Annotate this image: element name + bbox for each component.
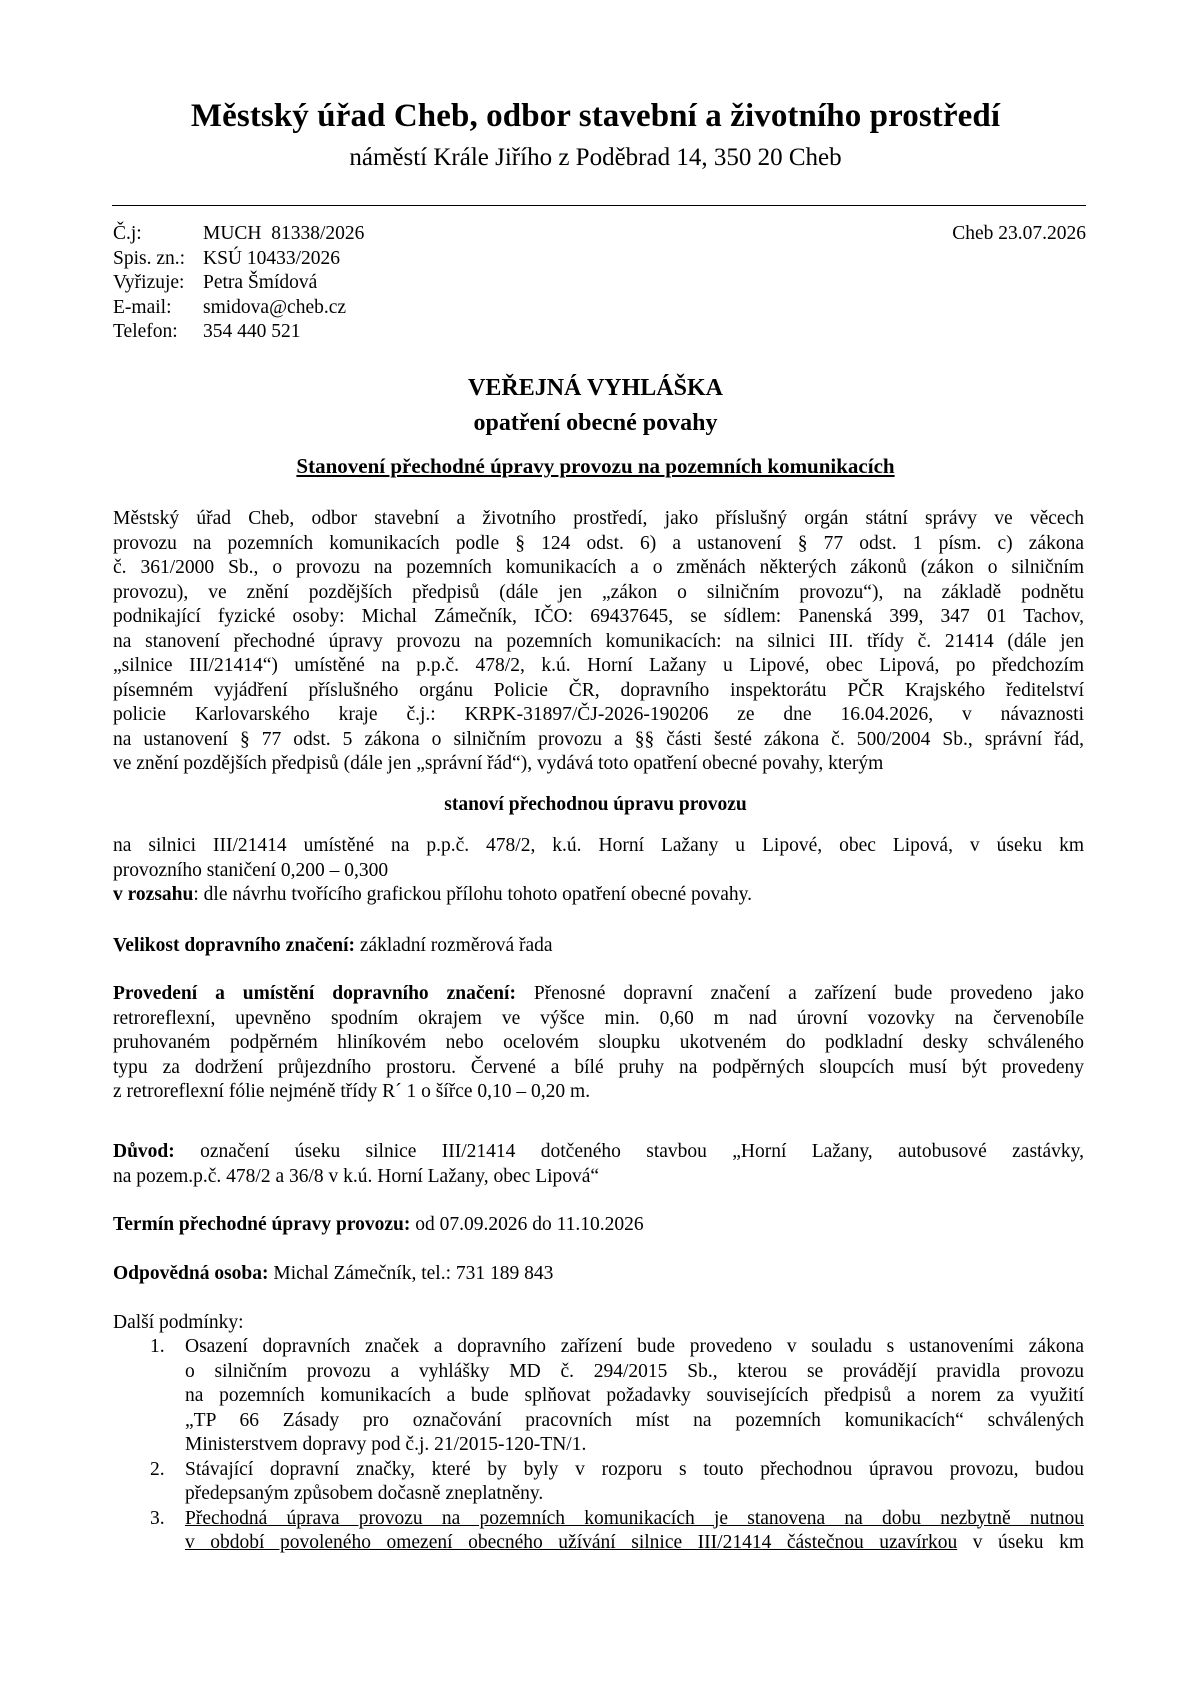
responsible-label: Odpovědná osoba: (113, 1263, 269, 1284)
handler-value: Petra Šmídová (203, 272, 318, 293)
text-line (113, 1262, 1084, 1287)
text-line: Ministerstvem dopravy pod č.j. 21/2015-120-TN/1. (185, 1434, 587, 1455)
execution-paragraph (113, 982, 1084, 1105)
text-line: Městský úřad Cheb, odbor stavební a životního prostředí, jako příslušný orgán státní správy ve věcech (113, 508, 1084, 529)
notice-title: VEŘEJNÁ VYHLÁŠKA (468, 375, 723, 401)
list-item-number: 3. (150, 1507, 165, 1529)
responsible-text: Michal Zámečník, tel.: 731 189 843 (268, 1263, 554, 1284)
reference-value: MUCH 81338/2026 (203, 223, 365, 244)
text-line: písemném vyjádření příslušného orgánu Policie ČR, dopravního inspektorátu PČR Krajského ředitelství (113, 679, 1084, 701)
file-number-key: Spis. zn.: (113, 247, 186, 269)
text-line: ve znění pozdějších předpisů (dále jen „správní řád“), vydává toto opatření obecné povahy, kterým (113, 753, 884, 774)
text-line: policie Karlovarského kraje č.j.: KRPK-31897/ČJ-2026-190206 ze dne 16.04.2026, v návaznosti (113, 704, 1084, 725)
text-line: předepsaným způsobem dočasně zneplatněny. (185, 1483, 544, 1504)
reason-text: označení úseku silnice III/21414 dotčeného stavbou „Horní Lažany, autobusové zastávky, (174, 1141, 1084, 1162)
notice-subtitle: opatření obecné povahy (473, 410, 718, 436)
trailing-text: v úseku km (957, 1532, 1084, 1553)
text-line: Osazení dopravních značek a dopravního zařízení bude provedeno v souladu s ustanoveními zákona (185, 1336, 1084, 1357)
text-line: Stávající dopravní značky, které by byly v rozporu s touto přechodnou úpravou provozu, budou (185, 1458, 1084, 1480)
reference-block (113, 222, 364, 345)
phone-key: Telefon: (113, 321, 178, 342)
scope-text: : dle návrhu tvořícího grafickou přílohu tohoto opatření obecné povahy. (193, 884, 753, 905)
responsible-paragraph (113, 1262, 1084, 1287)
list-item (113, 1458, 1084, 1507)
email-value[interactable]: smidova@cheb.cz (203, 296, 347, 318)
notice-subject: Stanovení přechodné úpravy provozu na pozemních komunikacích (296, 454, 895, 478)
decision-title: stanoví přechodnou úpravu provozu (444, 794, 747, 815)
header-divider (112, 205, 1086, 206)
text-line: na ustanovení § 77 odst. 5 zákona o silničním provozu a §§ části šesté zákona č. 500/2004 Sb., správní řád, (113, 728, 1084, 750)
term-text: od 07.09.2026 do 11.10.2026 (410, 1214, 644, 1235)
text-line: Další podmínky: (113, 1312, 244, 1333)
sign-size-label: Velikost dopravního značení: (113, 935, 355, 956)
office-title: Městský úřad Cheb, odbor stavební a životního prostředí (190, 98, 1001, 134)
text-line: pruhovaném podpěrném hliníkovém nebo ocelovém sloupku ukotveném do podkladní desky schváleného (113, 1032, 1084, 1053)
text-line: „TP 66 Zásady pro označování pracovních míst na pozemních komunikacích“ schválených (185, 1409, 1084, 1431)
text-line (113, 934, 1084, 959)
sign-size-paragraph (113, 934, 1084, 959)
file-number-value: KSÚ 10433/2026 (203, 247, 341, 269)
reference-row (113, 222, 364, 247)
term-paragraph (113, 1213, 1084, 1238)
intro-paragraph (113, 507, 1084, 777)
reason-paragraph (113, 1140, 1084, 1189)
text-line: „silnice III/21414“) umístěné na p.p.č. 478/2, k.ú. Horní Lažany u Lipové, obec Lipová, po předchozím (113, 655, 1084, 676)
execution-text: Přenosné dopravní značení a zařízení bude provedeno jako (515, 983, 1084, 1004)
text-line: o silničním provozu a vyhlášky MD č. 294/2015 Sb., kterou se provádějí pravidla provozu (185, 1360, 1084, 1382)
reason-label: Důvod: (113, 1141, 175, 1162)
handler-key: Vyřizuje: (113, 272, 185, 293)
document-date: Cheb 23.07.2026 (952, 223, 1086, 244)
file-number-row (113, 247, 364, 272)
phone-value: 354 440 521 (203, 321, 301, 342)
email-row (113, 296, 364, 321)
execution-label: Provedení a umístění dopravního značení: (113, 983, 516, 1004)
reference-key: Č.j: (113, 223, 142, 244)
term-label: Termín přechodné úpravy provozu: (113, 1214, 411, 1235)
text-line: Přechodná úprava provozu na pozemních komunikacích je stanovena na dobu nezbytně nutnou (185, 1507, 1084, 1529)
text-line (185, 1531, 1084, 1556)
underlined-text: v období povoleného omezení obecného užívání silnice III/21414 částečnou uzavírkou (185, 1532, 958, 1553)
handler-row (113, 271, 364, 296)
phone-row (113, 320, 364, 345)
text-line: č. 361/2000 Sb., o provozu na pozemních komunikacích a o změnách některých zákonů (zákon o silničním (113, 557, 1084, 578)
text-line: typu za dodržení průjezdního prostoru. Červené a bílé pruhy na podpěrných sloupcích musí být provedeny (113, 1056, 1084, 1078)
text-line: na pozemních komunikacích a bude splňovat požadavky souvisejících předpisů a norem za využití (185, 1385, 1084, 1406)
text-line: retroreflexní, upevněno spodním okrajem ve výšce min. 0,60 m nad úrovní vozovky na červenobíle (113, 1007, 1084, 1029)
text-line (113, 982, 1084, 1007)
text-line: na stanovení přechodné úpravy provozu na pozemních komunikacích: na silnici III. třídy č. 21414 (dále jen (113, 630, 1084, 652)
text-line (113, 1140, 1084, 1165)
text-line: podnikající fyzické osoby: Michal Zámečník, IČO: 69437645, se sídlem: Panenská 399, 347 01 Tachov, (113, 606, 1084, 627)
office-address: náměstí Krále Jiřího z Poděbrad 14, 350 20 Cheb (349, 144, 842, 171)
scope-line (113, 883, 1084, 908)
text-line (113, 1213, 1084, 1238)
text-line: provozu), ve znění pozdějších předpisů (dále jen „zákon o silničním provozu“), na základě podnětu (113, 581, 1084, 603)
list-item (113, 1507, 1084, 1556)
text-line: provozu na pozemních komunikacích podle § 124 odst. 6) a ustanovení § 77 odst. 1 písm. c) zákona (113, 532, 1084, 554)
scope-label: v rozsahu (113, 884, 194, 905)
conditions-list (113, 1335, 1084, 1556)
list-item-number: 2. (150, 1458, 165, 1480)
further-conditions-heading (113, 1311, 1084, 1336)
text-line: na pozem.p.č. 478/2 a 36/8 v k.ú. Horní Lažany, obec Lipová“ (113, 1165, 600, 1187)
text-line: na silnici III/21414 umístěné na p.p.č. 478/2, k.ú. Horní Lažany u Lipové, obec Lipová, v úseku km (113, 835, 1084, 856)
text-line: z retroreflexní fólie nejméně třídy R´ 1 o šířce 0,10 – 0,20 m. (113, 1081, 591, 1102)
list-item-number: 1. (150, 1336, 165, 1357)
sign-size-text: základní rozměrová řada (354, 935, 553, 956)
text-line: provozního staničení 0,200 – 0,300 (113, 859, 389, 881)
list-item (113, 1335, 1084, 1458)
decision-paragraph (113, 834, 1084, 908)
email-key: E-mail: (113, 296, 172, 318)
